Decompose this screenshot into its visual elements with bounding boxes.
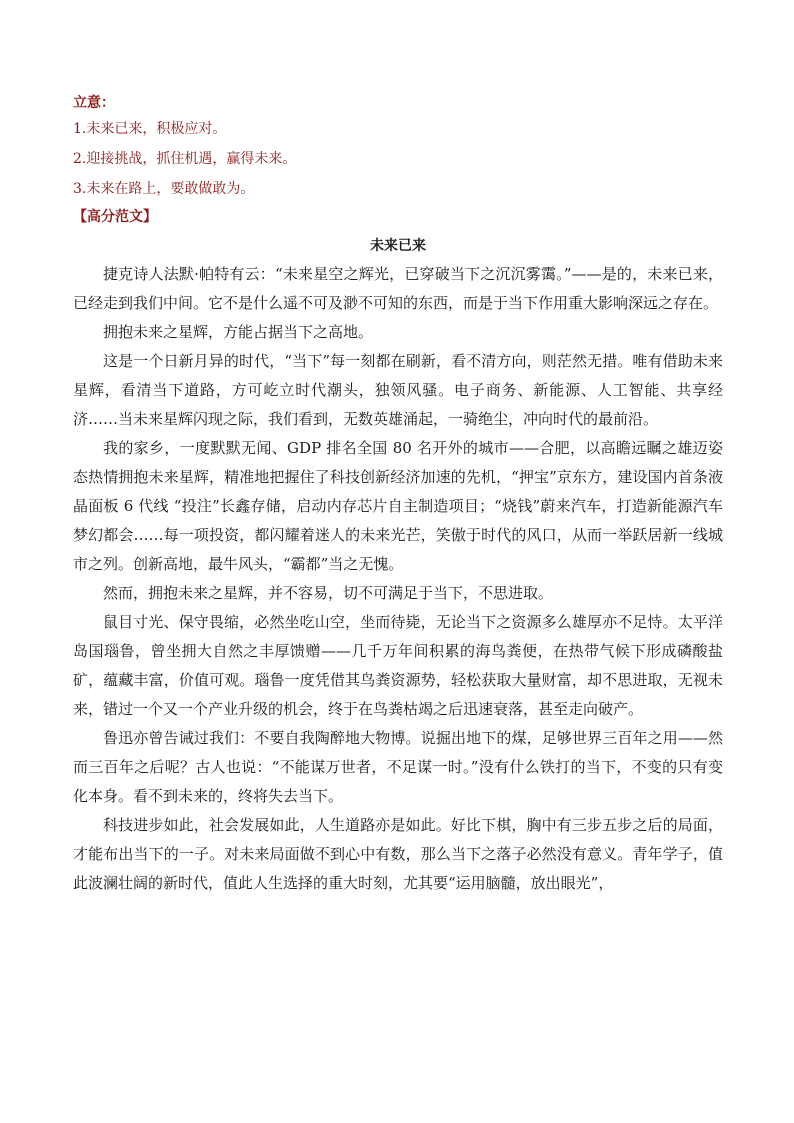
essay-title: 未来已来 — [370, 238, 426, 254]
essay-paragraph: 鲁迅亦曾告诫过我们：不要自我陶醉地大物博。说掘出地下的煤，足够世界三百年之用——然而三百年之后呢？古人也说：“不能谋万世者，不足谋一时。”没有什么铁打的当下，不变的只有变化本身。看不到未来的，终将失去当下。 — [73, 729, 723, 805]
intent-heading: 立意： — [73, 95, 115, 111]
essay-paragraph: 这是一个日新月异的时代，“当下”每一刻都在刷新，看不清方向，则茫然无措。唯有借助未来星辉，看清当下道路，方可屹立时代潮头，独领风骚。电子商务、新能源、人工智能、共享经济……当未来星辉闪现之际，我们看到，无数英雄涌起，一骑绝尘，冲向时代的最前沿。 — [73, 352, 723, 428]
essay-paragraph: 捷克诗人法默·帕特有云：“未来星空之辉光，已穿破当下之沉沉雾霭。”——是的，未来已来，已经走到我们中间。它不是什么遥不可及渺不可知的东西，而是于当下作用重大影响深远之存在。 — [73, 265, 723, 312]
document-page — [73, 92, 723, 898]
essay-paragraph: 然而，拥抱未来之星辉，并不容易，切不可满足于当下，不思进取。 — [103, 584, 554, 602]
essay-paragraph: 拥抱未来之星辉，方能占据当下之高地。 — [103, 323, 374, 341]
section-label: 【高分范文】 — [73, 209, 157, 225]
intent-point: 3.未来在路上，要敢做敢为。 — [73, 181, 255, 197]
essay-paragraph: 鼠目寸光、保守畏缩，必然坐吃山空，坐而待毙，无论当下之资源多么雄厚亦不足恃。太平洋岛国瑙鲁，曾坐拥大自然之丰厚馈赠——几千万年间积累的海鸟粪便，在热带气候下形成磷酸盐矿，蕴藏丰富，价值可观。瑙鲁一度凭借其鸟粪资源势，轻松获取大量财富，却不思进取，无视未来，错过一个又一个产业升级的机会，终于在鸟粪枯竭之后迅速衰落，甚至走向破产。 — [73, 613, 723, 718]
intent-point: 2.迎接挑战，抓住机遇，赢得未来。 — [73, 151, 297, 167]
intent-point: 1.未来已来，积极应对。 — [73, 121, 227, 137]
essay-paragraph: 科技进步如此，社会发展如此，人生道路亦是如此。好比下棋，胸中有三步五步之后的局面，才能布出当下的一子。对未来局面做不到心中有数，那么当下之落子必然没有意义。青年学子，值此波澜壮阔的新时代，值此人生选择的重大时刻，尤其要“运用脑髓，放出眼光”， — [73, 816, 723, 892]
essay-paragraph: 我的家乡，一度默默无闻、GDP 排名全国 80 名开外的城市——合肥，以高瞻远瞩之雄迈姿态热情拥抱未来星辉，精准地把握住了科技创新经济加速的先机，“押宝”京东方，建设国内首条液晶面板 6 代线 “投注”长鑫存储，启动内存芯片自主制造项目；“烧钱”蔚来汽车，打造新能源汽车梦幻都会……每一项投资，都闪耀着迷人的未来光芒，笑傲于时代的风口，从而一举跃居新一线城市之列。创新高地，最牛风头，“霸都”当之无愧。 — [73, 439, 723, 573]
